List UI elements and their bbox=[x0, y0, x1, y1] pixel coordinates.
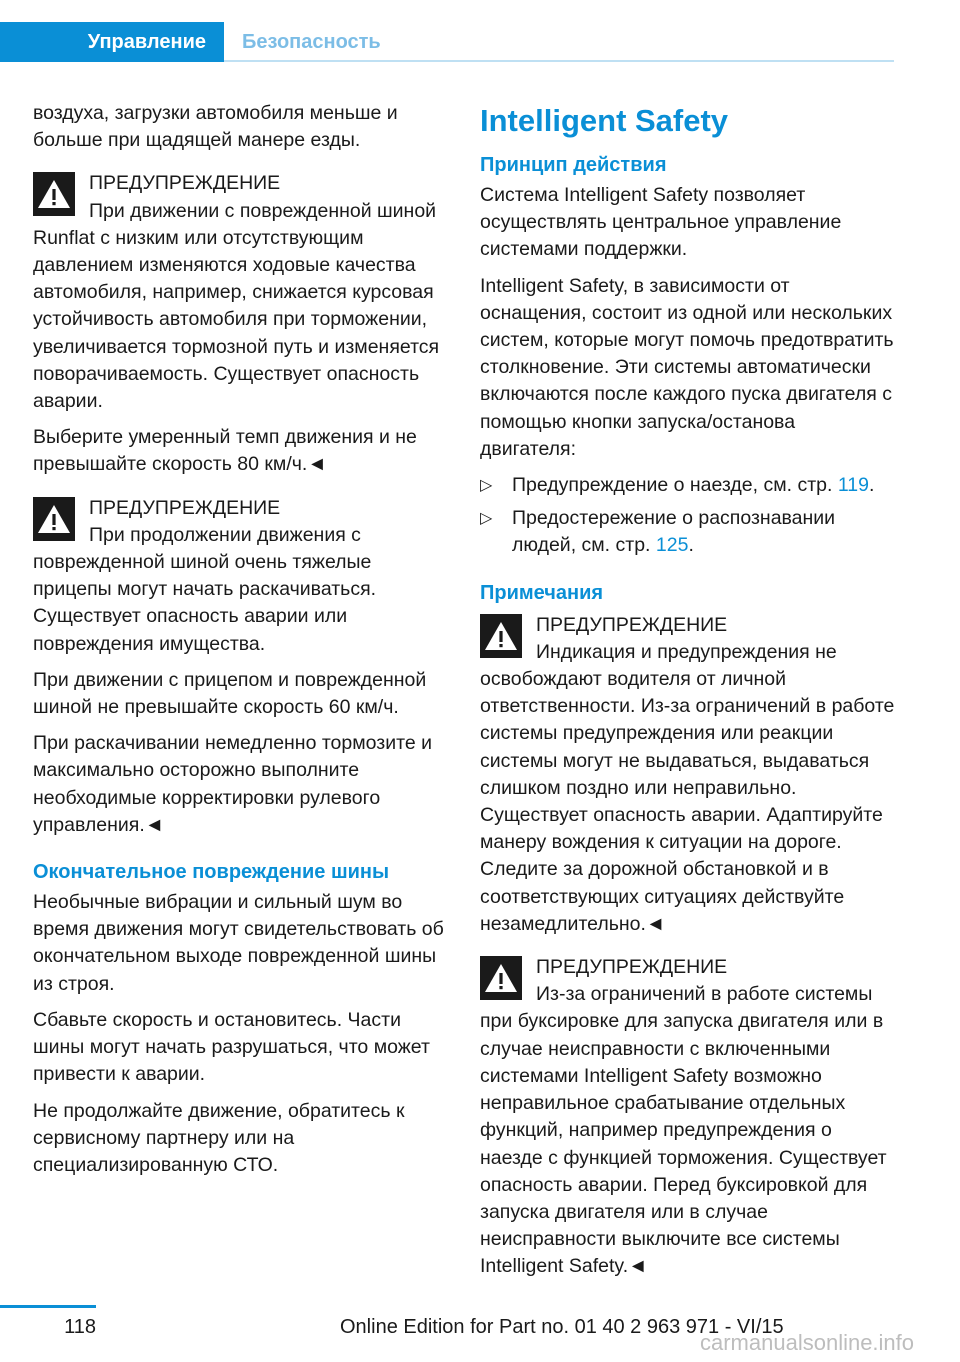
warning-title: ПРЕДУПРЕЖДЕНИЕ bbox=[536, 956, 728, 979]
warning-text: При движении с поврежденной шиной Runflat с низким или отсутствующим давлением изменяются ходовые качества автомобиля, например, снижается курсовая устойчивость автомобиля при торможении, увеличивается тормозной путь и изменяется поворачиваемость. Существует опасность аварии. bbox=[33, 199, 440, 413]
list-item bbox=[480, 505, 896, 559]
edition-text: Online Edition for Part no. 01 40 2 963 971 - VI/15 bbox=[340, 1316, 784, 1338]
footer-accent-line bbox=[0, 1305, 96, 1308]
paragraph: Сбавьте скорость и остановитесь. Части шины могут начать разрушаться, что может привести к аварии. bbox=[33, 1008, 430, 1086]
header-divider bbox=[224, 60, 894, 62]
warning-triangle-icon bbox=[480, 614, 522, 658]
paragraph: Система Intelligent Safety позволяет осуществлять центральное управление системами поддержки. bbox=[480, 184, 842, 261]
section-heading: Принцип действия bbox=[480, 154, 667, 176]
chapter-title: Intelligent Safety bbox=[480, 103, 729, 138]
bullet-list bbox=[480, 472, 896, 560]
watermark-text: carmanualsonline.info bbox=[700, 1330, 915, 1355]
list-item bbox=[480, 472, 896, 499]
paragraph: При раскачивании немедленно тормозите и максимально осторожно выполните необходимые корректировки рулевого управления.◄ bbox=[33, 732, 432, 836]
warning-title: ПРЕДУПРЕЖДЕНИЕ bbox=[89, 172, 281, 195]
section-heading: Окончательное повреждение шины bbox=[33, 861, 390, 884]
paragraph: Выберите умеренный темп движения и не превышайте скорость 80 км/ч.◄ bbox=[33, 426, 417, 476]
page-header bbox=[0, 0, 960, 64]
warning-title: ПРЕДУПРЕЖДЕНИЕ bbox=[89, 496, 281, 519]
section-tab-inactive[interactable]: Безопасность bbox=[224, 22, 894, 62]
warning-triangle-icon bbox=[33, 497, 75, 541]
warning-triangle-icon bbox=[480, 956, 522, 1000]
triangle-bullet-icon: ▷ bbox=[480, 477, 493, 495]
page-link[interactable]: 125 bbox=[655, 534, 689, 557]
paragraph: воздуха, загрузки автомобиля меньше и больше при щадящей манере езды. bbox=[33, 102, 398, 152]
warning-text: Из-за ограничений в работе системы при буксировке для запуска двигателя или в случае неисправности с включенными системами Intelligent Safety возможно неправильное срабатывание отдельных функций, например предупреждения о наезде с функцией торможения. Существует опасность аварии. Перед буксировкой для запуска двигателя или в случае неисправности выключите все системы Intelligent Safety.◄ bbox=[480, 983, 887, 1278]
left-column bbox=[33, 100, 449, 1188]
list-item-text: Предупреждение о наезде, см. стр. bbox=[512, 474, 838, 497]
paragraph: Необычные вибрации и сильный шум во время движения могут свидетельствовать об окончательном выходе поврежденной шины из строя. bbox=[33, 891, 444, 995]
warning-triangle-icon bbox=[33, 172, 75, 216]
right-column bbox=[480, 100, 896, 1290]
warning-text: Индикация и предупреждения не освобождают водителя от личной ответственности. Из-за ограничений в работе системы предупреждения или реакции системы могут не выдаваться, выдаваться слишком поздно или неправильно. Существует опасность аварии. Адаптируйте манеру вождения к ситуации на дороге. Следите за дорожной обстановкой и в соответствующих ситуациях действуйте незамедлительно.◄ bbox=[480, 640, 895, 935]
warning-block bbox=[480, 954, 896, 1280]
paragraph: Не продолжайте движение, обратитесь к сервисному партнеру или на специализированную СТО. bbox=[33, 1099, 405, 1176]
page-number: 118 bbox=[64, 1316, 96, 1338]
page-link[interactable]: 119 bbox=[837, 474, 869, 497]
triangle-bullet-icon: ▷ bbox=[480, 510, 493, 528]
section-tab-active[interactable]: Управление bbox=[0, 22, 224, 62]
section-heading: Примечания bbox=[480, 581, 604, 604]
list-item-text: Предостережение о распознавании людей, см. стр. bbox=[512, 507, 836, 557]
paragraph: При движении с прицепом и поврежденной шиной не превышайте скорость 60 км/ч. bbox=[33, 668, 427, 719]
warning-block bbox=[480, 612, 896, 938]
warning-block bbox=[33, 495, 449, 658]
warning-title: ПРЕДУПРЕЖДЕНИЕ bbox=[536, 613, 728, 636]
list-item-end: . bbox=[688, 534, 694, 557]
paragraph: Intelligent Safety, в зависимости от оснащения, состоит из одной или нескольких систем, которые могут помочь предотвратить столкновение. Эти системы автоматически включаются после каждого пуска двигателя с помощью кнопки запуска/останова двигателя: bbox=[480, 274, 894, 460]
list-item-end: . bbox=[868, 474, 875, 497]
warning-block bbox=[33, 170, 449, 415]
warning-text: При продолжении движения с поврежденной шиной очень тяжелые прицепы могут начать раскачиваться. Существует опасность аварии или повреждения имущества. bbox=[33, 523, 377, 655]
